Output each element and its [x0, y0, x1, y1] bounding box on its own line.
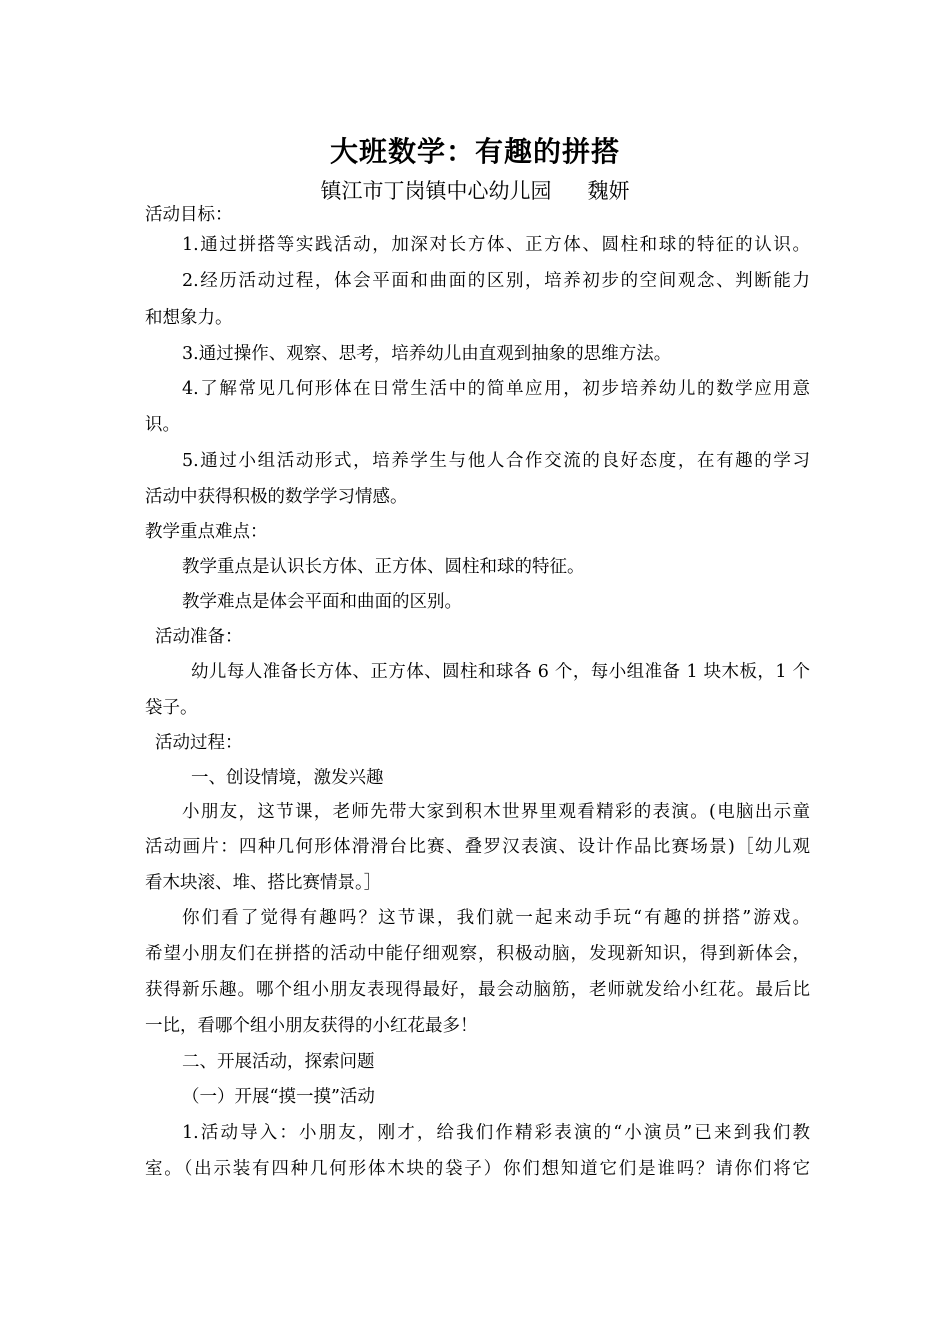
paragraph-line: 识。 — [145, 415, 180, 435]
paragraph-line: 一比，看哪个组小朋友获得的小红花最多！ — [145, 1016, 478, 1036]
paragraph-line: 室。（出示装有四种几何形体木块的袋子）你们想知道它们是谁吗？请你们将它 — [145, 1159, 810, 1179]
paragraph-line: 教学重点是认识长方体、正方体、圆柱和球的特征。 — [182, 557, 585, 577]
paragraph-line: 4.了解常见几何形体在日常生活中的简单应用，初步培养幼儿的数学应用意 — [182, 379, 810, 399]
paragraph-line: 1.活动导入：小朋友，刚才，给我们作精彩表演的“小演员”已来到我们教 — [182, 1123, 810, 1143]
paragraph-line: 活动画片：四种几何形体滑滑台比赛、叠罗汉表演、设计作品比赛场景)［幼儿观 — [145, 837, 810, 857]
section-heading-key-points: 教学重点难点： — [145, 522, 268, 542]
school-name: 镇江市丁岗镇中心幼儿园 — [320, 179, 552, 203]
subsection-heading: 一、创设情境，激发兴趣 — [191, 768, 384, 788]
paragraph-line: 教学难点是体会平面和曲面的区别。 — [182, 592, 462, 612]
document-byline — [0, 175, 950, 205]
paragraph-line: 小朋友，这节课，老师先带大家到积木世界里观看精彩的表演。(电脑出示童 — [182, 802, 810, 822]
paragraph-line: 1.通过拼搭等实践活动，加深对长方体、正方体、圆柱和球的特征的认识。 — [182, 235, 810, 255]
section-heading-preparation: 活动准备： — [155, 627, 243, 647]
subsection-heading: 二、开展活动，探索问题 — [182, 1052, 375, 1072]
paragraph-line: 袋子。 — [145, 698, 198, 718]
author-name: 魏妍 — [587, 179, 630, 203]
paragraph-line: 2.经历活动过程，体会平面和曲面的区别，培养初步的空间观念、判断能力 — [182, 271, 810, 291]
paragraph-line: 3.通过操作、观察、思考，培养幼儿由直观到抽象的思维方法。 — [182, 344, 672, 364]
paragraph-line: 幼儿每人准备长方体、正方体、圆柱和球各 6 个，每小组准备 1 块木板，1 个 — [191, 662, 810, 682]
paragraph-line: 看木块滚、堆、搭比赛情景。］ — [145, 873, 382, 893]
paragraph-line: 5.通过小组活动形式，培养学生与他人合作交流的良好态度，在有趣的学习 — [182, 451, 810, 471]
paragraph-line: 活动中获得积极的数学学习情感。 — [145, 487, 408, 507]
paragraph-line: 你们看了觉得有趣吗？这节课，我们就一起来动手玩“有趣的拼搭”游戏。 — [182, 908, 810, 928]
section-heading-goals: 活动目标： — [145, 205, 233, 225]
subsection-heading: （一）开展“摸一摸”活动 — [182, 1087, 375, 1107]
document-title: 大班数学：有趣的拼搭 — [329, 135, 620, 168]
paragraph-line: 和想象力。 — [145, 308, 233, 328]
paragraph-line: 希望小朋友们在拼搭的活动中能仔细观察，积极动脑，发现新知识，得到新体会， — [145, 944, 810, 964]
section-heading-process: 活动过程： — [155, 733, 243, 753]
paragraph-line: 获得新乐趣。哪个组小朋友表现得最好，最会动脑筋，老师就发给小红花。最后比 — [145, 980, 810, 1000]
